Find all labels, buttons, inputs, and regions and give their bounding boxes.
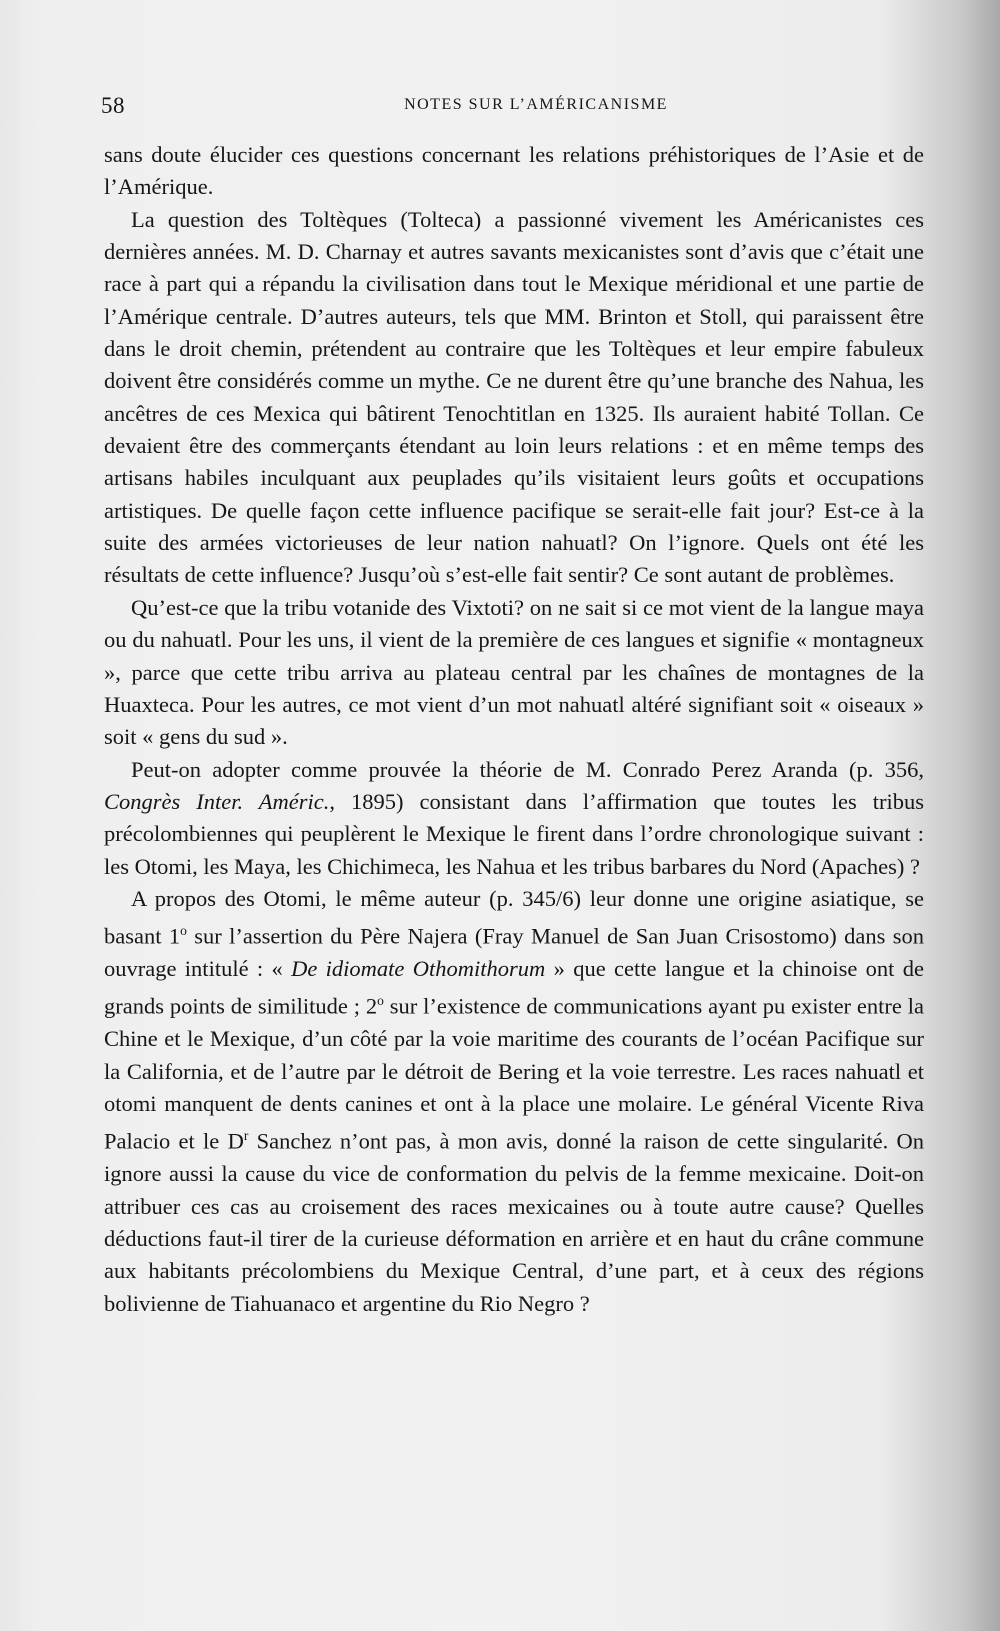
text-run: sur l’assertion du Père Najera (Fray Manuel de San Juan Crisostomo) dans son ouvrage intitulé : « — [104, 923, 925, 982]
superscript: r — [243, 1128, 249, 1144]
paragraph — [104, 139, 924, 204]
text-run: A propos des Otomi, le même auteur (p. 345/6) leur donne une origine asiatique, se basant 1 — [104, 885, 924, 949]
text-run: Qu’est-ce que la tribu votanide des Vixtoti? on ne sait si ce mot vient de la langue maya ou du nahuatl. Pour les uns, il vient de la première de ces langues et signifie « montagneux », parce que cette tribu arriva au plateau central par les chaînes de montagnes de la Huaxteca. Pour les autres, ce mot vient d’un mot nahuatl altéré signifiant soit « oiseaux » soit « gens du sud ». — [104, 594, 924, 750]
text-run: La question des Toltèques (Tolteca) a passionné vivement les Américanistes ces dernières années. M. D. Charnay et autres savants mexicanistes sont d’avis que c’était une race à part qui a répandu la civilisation dans tout le Mexique méridional et une partie de l’Amérique centrale. D’autres auteurs, tels que MM. Brinton et Stoll, qui paraissent être dans le droit chemin, prétendent au contraire que les Toltèques et leur empire fabuleux doivent être considérés comme un mythe. Ce ne durent être qu’une branche des Nahua, les ancêtres de ces Mexica qui bâtirent Tenochtitlan en 1325. Ils auraient habité Tollan. Ce devaient être des commerçants étendant au loin leurs relations : et en même temps des artisans habiles inculquant aux peuplades qu’ils visitaient leurs goûts et occupations artistiques. De quelle façon cette influence pacifique se serait-elle fait jour? Est-ce à la suite des armées victorieuses de leur nation nahuatl? On l’ignore. Quels ont été les résultats de cette influence? Jusqu’où s’est-elle fait sentir? Ce sont autant de problèmes. — [104, 206, 924, 588]
text-run: sur l’existence de communications ayant pu exister entre la Chine et le Mexique, d’un côté par la voie maritime des courants de l’océan Pacifique sur la California, et de l’autre par le détroit de Bering et la voie terrestre. Les races nahuatl et otomi manquent de dents canines et ont à la place une molaire. Le général Vicente Riva Palacio et le D — [104, 993, 924, 1154]
text-run: sans doute élucider ces questions concernant les relations préhistoriques de l’Asie et de l’Amérique. — [104, 142, 924, 200]
paragraph — [104, 883, 924, 1320]
paragraph — [104, 204, 924, 592]
italic-title: Congrès Inter. Améric. — [104, 788, 330, 814]
text-run: Sanchez n’ont pas, à mon avis, donné la raison de cette singularité. On ignore aussi la cause du vice de conformation du pelvis de la femme mexicaine. Doit-on attribuer ces cas au croisement des races mexicaines ou à toute autre cause? Quelles déductions faut-il tirer de la curieuse déformation en arrière et en haut du crâne commune aux habitants précolombiens du Mexique Central, d’une part, et à ceux des régions bolivienne de Tiahuanaco et argentine du Rio Negro ? — [104, 1128, 924, 1316]
page-header — [101, 93, 921, 123]
paragraph — [104, 592, 924, 754]
paragraph — [104, 754, 924, 883]
superscript: o — [180, 923, 187, 939]
superscript: o — [377, 993, 384, 1009]
body-text — [104, 139, 924, 1320]
running-title: NOTES SUR L’AMÉRICANISME — [404, 96, 668, 113]
text-run: Peut-on adopter comme prouvée la théorie de M. Conrado Perez Aranda (p. 356, — [131, 756, 924, 782]
text-run: » que cette langue et la chinoise ont de grands points de similitude ; 2 — [104, 956, 924, 1019]
italic-title: De idiomate Othomithorum — [291, 956, 546, 982]
text-run: , 1895) consistant dans l’affirmation que toutes les tribus précolombiennes qui peuplèrent le Mexique le firent dans l’ordre chronologique suivant : les Otomi, les Maya, les Chichimeca, les Nahua et les tribus barbares du Nord (Apaches) ? — [104, 788, 924, 879]
page-number: 58 — [101, 93, 125, 118]
